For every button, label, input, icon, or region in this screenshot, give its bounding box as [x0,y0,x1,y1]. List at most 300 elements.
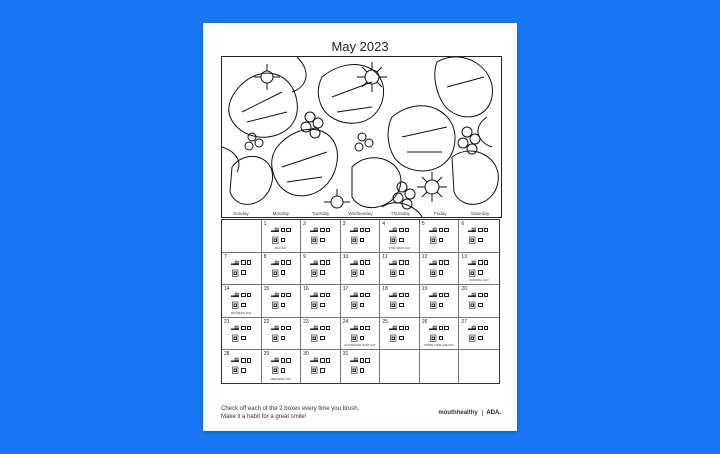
morning-brush-row [468,324,488,332]
brush-checkbox[interactable] [478,260,483,265]
calendar-day-cell [301,350,341,383]
day-number: 28 [224,351,230,358]
toothbrush-icon [310,259,319,267]
toothpaste-row [389,236,404,244]
toothbrush-icon [350,291,359,299]
brush-checkbox[interactable] [478,270,483,275]
brush-checkbox[interactable] [320,326,325,331]
morning-brush-row [271,226,291,234]
calendar-day-cell [380,220,420,253]
toothpaste-row [310,334,325,342]
holiday-label: MEMORIAL DAY [270,377,292,381]
calendar-day-cell [420,253,460,286]
toothpaste-row [389,301,404,309]
weekday-header [221,209,500,219]
brush-checkbox[interactable] [439,326,444,331]
footer-line: Make it a habit for a great smile! [221,414,307,420]
toothpaste-row [350,236,365,244]
day-number: 21 [224,318,230,325]
calendar-day-cell [380,285,420,318]
brush-checkbox[interactable] [286,260,291,265]
day-number: 11 [382,253,388,260]
holiday-label: PAPER AIRPLANE DAY [424,344,454,348]
morning-brush-row [468,226,488,234]
morning-brush-row [350,226,370,234]
toothpaste-row [271,301,286,309]
calendar-day-cell [341,285,381,318]
toothpaste-cup-icon [231,301,240,309]
toothbrush-icon [468,291,477,299]
day-number: 19 [421,286,428,293]
brush-checkbox[interactable] [241,293,246,298]
calendar-day-cell [459,318,499,351]
morning-brush-row [231,356,251,364]
brush-checkbox[interactable] [360,293,365,298]
morning-brush-row [389,291,409,299]
toothpaste-cup-icon [389,334,398,342]
brush-checkbox[interactable] [484,293,489,298]
brush-checkbox[interactable] [320,260,325,265]
brush-checkbox[interactable] [365,358,370,363]
holiday-label: WINDMILL DAY [469,279,490,283]
footer-line: Check off each of the 2 boxes every time you brush. [221,406,360,412]
calendar-day-cell [420,318,460,351]
toothpaste-row [468,334,483,342]
holiday-label: MOTHER'S DAY [231,311,252,315]
toothbrush-icon [231,356,240,364]
toothpaste-cup-icon [468,236,477,244]
brush-checkbox[interactable] [241,303,246,308]
calendar-day-cell [222,220,262,253]
brush-checkbox[interactable] [399,336,404,341]
brush-checkbox[interactable] [360,238,365,243]
brush-checkbox[interactable] [399,238,404,243]
brush-checkbox[interactable] [399,293,404,298]
toothpaste-row [231,301,246,309]
toothbrush-icon [429,259,438,267]
brush-checkbox[interactable] [241,368,246,373]
day-number: 10 [342,253,349,260]
brush-checkbox[interactable] [478,326,483,331]
brush-checkbox[interactable] [405,260,410,265]
brush-checkbox[interactable] [484,228,489,233]
brush-checkbox[interactable] [360,368,365,373]
brush-checkbox[interactable] [247,260,252,265]
toothpaste-row [310,366,325,374]
morning-brush-row [429,259,449,267]
day-number: 25 [382,318,388,325]
brush-checkbox[interactable] [326,326,331,331]
calendar-day-cell [341,350,381,383]
day-number: 17 [342,286,349,293]
toothpaste-cup-icon [389,269,398,277]
toothbrush-icon [429,324,438,332]
toothbrush-icon [468,259,477,267]
toothpaste-cup-icon [468,269,477,277]
toothbrush-icon [468,324,477,332]
toothpaste-cup-icon [350,301,359,309]
brush-checkbox[interactable] [320,368,325,373]
brush-checkbox[interactable] [360,303,365,308]
toothpaste-cup-icon [350,334,359,342]
toothbrush-icon [389,259,398,267]
brush-checkbox[interactable] [484,326,489,331]
morning-brush-row [429,324,449,332]
day-number: 23 [303,318,309,325]
brush-checkbox[interactable] [360,228,365,233]
brush-checkbox[interactable] [439,260,444,265]
weekday-label: Friday [433,211,447,216]
toothpaste-row [429,334,444,342]
calendar-day-cell [420,220,460,253]
morning-brush-row [350,356,370,364]
brush-checkbox[interactable] [444,293,449,298]
brush-checkbox[interactable] [365,228,370,233]
weekday-label: Sunday [233,211,249,216]
calendar-day-cell [459,253,499,286]
toothpaste-cup-icon [429,269,438,277]
toothpaste-row [310,236,325,244]
day-number: 22 [263,318,270,325]
brush-checkbox[interactable] [320,303,325,308]
day-number: 2 [303,221,306,227]
brush-checkbox[interactable] [444,326,449,331]
toothbrush-icon [429,226,438,234]
holiday-label: STAR WARS DAY [388,246,411,250]
toothpaste-row [350,334,365,342]
day-number: 5 [421,221,425,227]
brush-checkbox[interactable] [320,336,325,341]
brush-checkbox[interactable] [399,326,404,331]
ada-logo: ADA. [486,410,501,416]
toothpaste-row [231,366,246,374]
day-number: 9 [303,253,306,260]
brush-checkbox[interactable] [247,358,252,363]
weekday-label: Wednesday [348,211,373,216]
toothpaste-row [350,366,365,374]
calendar-day-cell [341,318,381,351]
toothpaste-row [429,236,444,244]
morning-brush-row [271,324,291,332]
brush-checkbox[interactable] [478,293,483,298]
brush-checkbox[interactable] [478,336,483,341]
day-number: 30 [303,351,309,358]
morning-brush-row [389,226,409,234]
brush-checkbox[interactable] [241,358,246,363]
flower-line-art [222,57,501,217]
day-number: 1 [263,221,267,227]
toothbrush-icon [271,356,280,364]
brush-checkbox[interactable] [281,260,286,265]
day-number: 15 [263,286,270,293]
brush-checkbox[interactable] [320,238,325,243]
brush-checkbox[interactable] [405,326,410,331]
toothbrush-icon [271,226,280,234]
morning-brush-row [350,259,370,267]
flower-coloring-illustration [221,56,502,218]
toothbrush-icon [271,324,280,332]
brush-checkbox[interactable] [326,228,331,233]
toothpaste-cup-icon [310,366,319,374]
morning-brush-row [389,259,409,267]
brush-checkbox[interactable] [281,326,286,331]
calendar-day-cell [262,350,302,383]
calendar-day-cell [420,350,460,383]
toothpaste-row [468,301,483,309]
toothpaste-cup-icon [429,301,438,309]
toothbrush-icon [231,259,240,267]
logos [438,410,501,416]
toothbrush-icon [389,324,398,332]
brush-checkbox[interactable] [241,260,246,265]
toothpaste-cup-icon [271,236,280,244]
day-number: 6 [461,221,465,227]
morning-brush-row [231,324,251,332]
brush-checkbox[interactable] [439,238,444,243]
morning-brush-row [429,291,449,299]
toothpaste-cup-icon [429,334,438,342]
brush-checkbox[interactable] [286,358,291,363]
day-number: 14 [224,286,230,293]
toothbrush-icon [231,291,240,299]
toothpaste-row [389,269,404,277]
toothpaste-row [310,269,325,277]
toothpaste-cup-icon [389,236,398,244]
toothpaste-cup-icon [468,334,477,342]
toothbrush-icon [350,259,359,267]
toothpaste-row [271,334,286,342]
calendar-grid [221,219,500,384]
toothpaste-row [389,334,404,342]
weekday-label: Monday [272,211,289,216]
holiday-label: MAY DAY [274,246,287,250]
brush-checkbox[interactable] [326,293,331,298]
brush-checkbox[interactable] [281,368,286,373]
toothbrush-icon [271,291,280,299]
brush-checkbox[interactable] [365,293,370,298]
day-number: 24 [342,318,349,325]
brush-checkbox[interactable] [281,293,286,298]
toothpaste-cup-icon [468,301,477,309]
toothpaste-cup-icon [350,236,359,244]
brush-checkbox[interactable] [286,326,291,331]
morning-brush-row [468,291,488,299]
morning-brush-row [310,259,330,267]
calendar-day-cell [301,220,341,253]
brush-checkbox[interactable] [399,303,404,308]
toothpaste-cup-icon [231,334,240,342]
toothpaste-cup-icon [429,236,438,244]
logo-divider [482,410,483,416]
calendar-day-cell [341,220,381,253]
holiday-label: SCAVENGER HUNT DAY [344,344,376,348]
toothpaste-cup-icon [271,269,280,277]
toothbrush-icon [468,226,477,234]
brush-checkbox[interactable] [365,260,370,265]
brush-checkbox[interactable] [484,260,489,265]
brush-checkbox[interactable] [247,326,252,331]
morning-brush-row [468,259,488,267]
calendar-title: May 2023 [331,39,389,54]
weekday-label: Thursday [390,211,410,216]
brush-checkbox[interactable] [320,270,325,275]
calendar-day-cell [222,285,262,318]
calendar-day-cell [222,253,262,286]
toothpaste-row [271,236,286,244]
day-number: 12 [421,253,428,260]
brush-checkbox[interactable] [281,238,286,243]
brush-checkbox[interactable] [281,303,286,308]
brush-checkbox[interactable] [281,358,286,363]
day-number: 20 [461,286,467,293]
morning-brush-row [310,291,330,299]
day-number: 8 [263,253,267,260]
day-number: 16 [303,286,309,293]
morning-brush-row [271,356,291,364]
brush-checkbox[interactable] [241,336,246,341]
toothpaste-row [231,334,246,342]
toothpaste-cup-icon [231,269,240,277]
day-number: 18 [382,286,388,293]
brush-checkbox[interactable] [439,303,444,308]
morning-brush-row [231,259,251,267]
toothpaste-row [271,366,286,374]
morning-brush-row [231,291,251,299]
toothpaste-cup-icon [231,366,240,374]
toothbrush-icon [310,291,319,299]
brush-checkbox[interactable] [478,228,483,233]
morning-brush-row [271,259,291,267]
calendar-day-cell [380,318,420,351]
brush-checkbox[interactable] [478,238,483,243]
calendar-page [203,23,517,431]
brush-checkbox[interactable] [360,260,365,265]
mouthhealthy-logo: mouthhealthy [438,410,478,416]
toothbrush-icon [389,226,398,234]
brush-checkbox[interactable] [247,293,252,298]
calendar-day-cell [459,220,499,253]
morning-brush-row [310,226,330,234]
toothbrush-icon [389,291,398,299]
brush-checkbox[interactable] [326,260,331,265]
brush-checkbox[interactable] [281,270,286,275]
calendar-day-cell [222,318,262,351]
calendar-day-cell [459,285,499,318]
calendar-day-cell [380,253,420,286]
brush-checkbox[interactable] [320,358,325,363]
brush-checkbox[interactable] [320,293,325,298]
toothbrush-icon [231,324,240,332]
toothpaste-cup-icon [271,334,280,342]
calendar-day-cell [222,350,262,383]
toothpaste-row [468,236,483,244]
toothbrush-icon [310,324,319,332]
day-number: 13 [461,253,467,260]
calendar-day-cell [262,253,302,286]
toothpaste-row [350,301,365,309]
day-number: 27 [461,318,467,325]
calendar-day-cell [459,350,499,383]
morning-brush-row [350,324,370,332]
day-number: 3 [342,221,346,227]
brush-checkbox[interactable] [399,260,404,265]
calendar-day-cell [380,350,420,383]
brush-checkbox[interactable] [439,336,444,341]
brush-checkbox[interactable] [444,228,449,233]
calendar-day-cell [262,220,302,253]
brush-checkbox[interactable] [365,326,370,331]
brush-checkbox[interactable] [241,326,246,331]
brush-checkbox[interactable] [360,326,365,331]
footer-instructions [221,405,359,421]
toothpaste-row [271,269,286,277]
morning-brush-row [429,226,449,234]
toothpaste-cup-icon [310,269,319,277]
toothpaste-cup-icon [271,366,280,374]
brush-checkbox[interactable] [439,293,444,298]
toothbrush-icon [310,226,319,234]
toothpaste-row [231,269,246,277]
day-number: 29 [263,351,270,358]
day-number: 7 [224,253,227,260]
day-number: 26 [421,318,428,325]
toothpaste-cup-icon [350,269,359,277]
brush-checkbox[interactable] [360,270,365,275]
brush-checkbox[interactable] [241,270,246,275]
weekday-label: Tuesday [311,211,330,216]
brush-checkbox[interactable] [399,228,404,233]
toothbrush-icon [310,356,319,364]
toothpaste-cup-icon [271,301,280,309]
weekday-label: Saturday [470,211,490,216]
toothpaste-row [429,301,444,309]
day-number: 31 [342,351,349,358]
brush-checkbox[interactable] [326,358,331,363]
brush-checkbox[interactable] [320,228,325,233]
calendar-day-cell [301,318,341,351]
toothbrush-icon [350,226,359,234]
brush-checkbox[interactable] [439,228,444,233]
calendar-day-cell [262,285,302,318]
brush-checkbox[interactable] [281,228,286,233]
morning-brush-row [271,291,291,299]
brush-checkbox[interactable] [399,270,404,275]
toothbrush-icon [350,324,359,332]
toothpaste-row [429,269,444,277]
toothpaste-row [310,301,325,309]
toothbrush-icon [350,356,359,364]
toothpaste-cup-icon [389,301,398,309]
brush-checkbox[interactable] [281,336,286,341]
brush-checkbox[interactable] [360,358,365,363]
toothpaste-cup-icon [310,301,319,309]
brush-checkbox[interactable] [286,293,291,298]
toothpaste-cup-icon [350,366,359,374]
calendar-day-cell [301,285,341,318]
toothbrush-icon [429,291,438,299]
brush-checkbox[interactable] [286,228,291,233]
morning-brush-row [310,324,330,332]
brush-checkbox[interactable] [439,270,444,275]
brush-checkbox[interactable] [478,303,483,308]
brush-checkbox[interactable] [405,228,410,233]
brush-checkbox[interactable] [444,260,449,265]
toothbrush-icon [271,259,280,267]
brush-checkbox[interactable] [360,336,365,341]
day-number: 4 [382,221,386,227]
calendar-day-cell [262,318,302,351]
brush-checkbox[interactable] [405,293,410,298]
